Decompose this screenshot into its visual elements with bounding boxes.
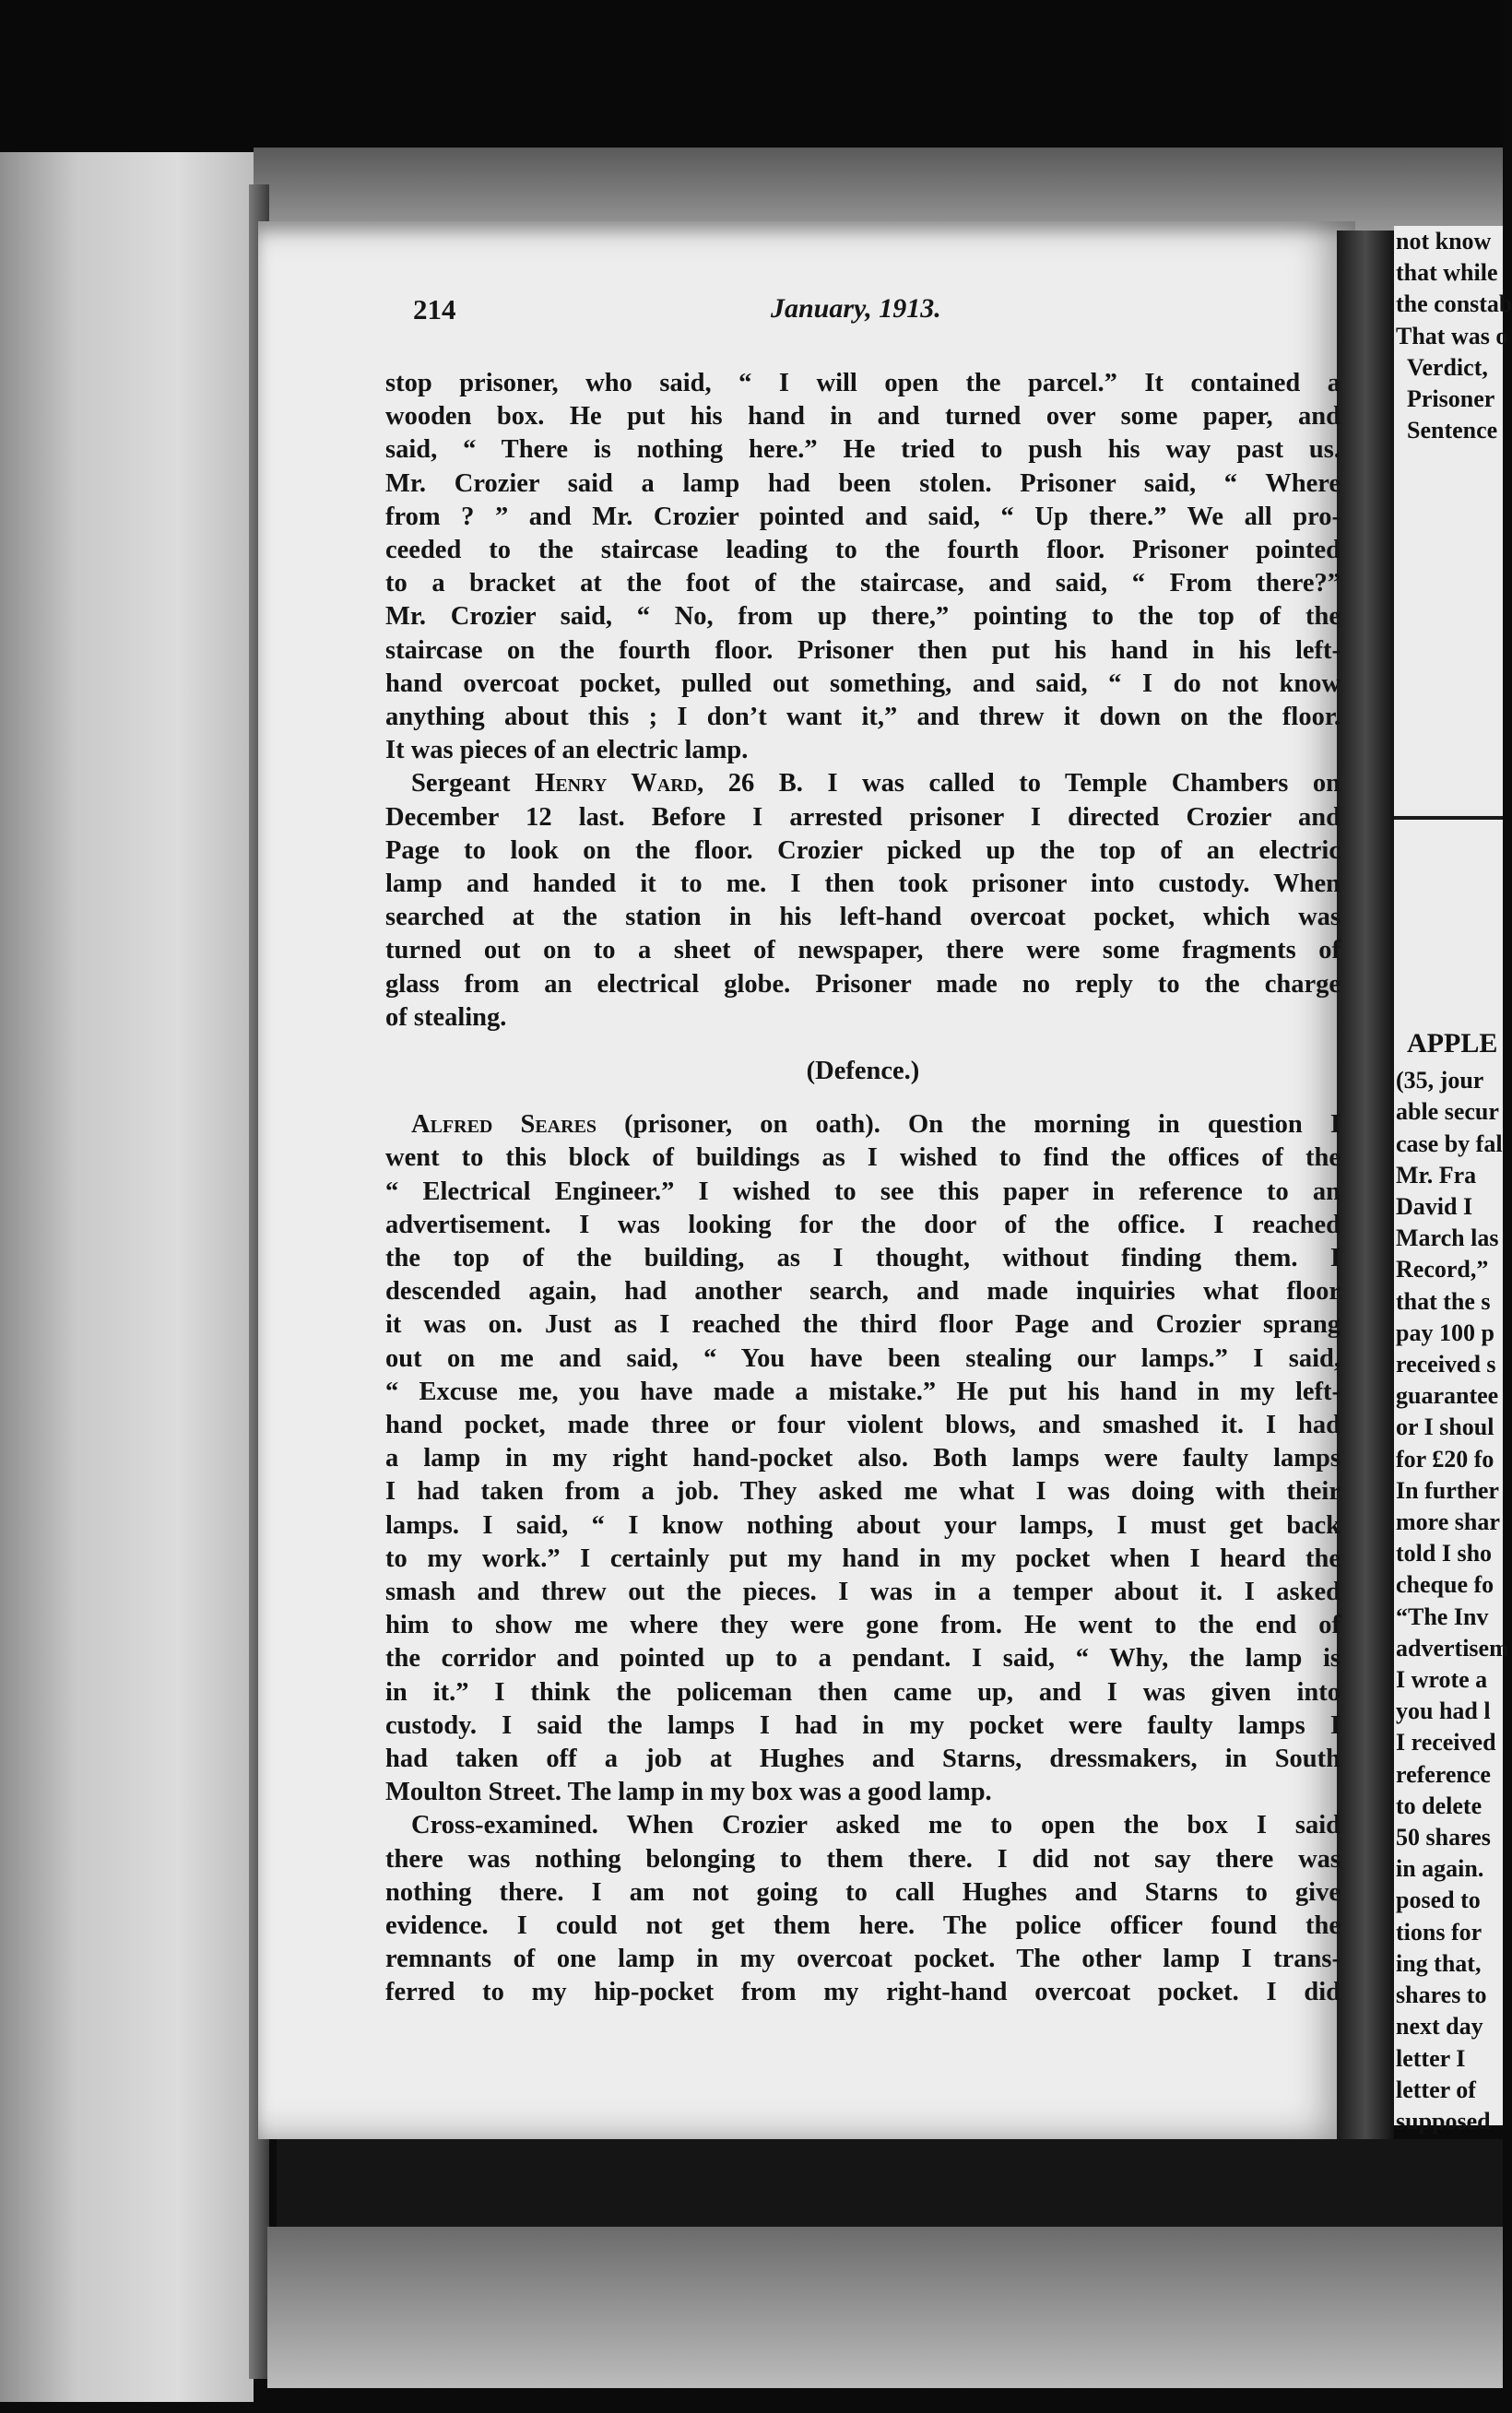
facing-page-line: cheque fo <box>1396 1571 1494 1599</box>
paragraph-2-line: lamp and handed it to me. I then took prisoner into custody. When <box>385 869 1341 898</box>
defendant-statement: (prisoner, on oath). On the morning in question I <box>597 1110 1341 1140</box>
facing-page-heading: APPLE <box>1407 1028 1498 1059</box>
facing-page-top-fragment <box>1394 226 1512 604</box>
facing-page-line: to delete <box>1396 1792 1482 1819</box>
facing-page-line: you had l <box>1396 1697 1491 1725</box>
paragraph-3-line <box>411 1108 1341 1141</box>
paragraph-3-line: him to show me where they were gone from. He went to the end of <box>385 1611 1341 1640</box>
facing-page-line: March las <box>1396 1224 1499 1252</box>
facing-page-line: more shar <box>1396 1508 1500 1536</box>
facing-page-line: In further <box>1396 1476 1499 1504</box>
book-spine <box>1337 231 1394 2167</box>
paragraph-3-line: the corridor and pointed up to a pendant. I said, “ Why, the lamp is <box>385 1644 1341 1674</box>
paragraph-1-line: said, “ There is nothing here.” He tried to push his way past us. <box>385 435 1341 465</box>
paragraph-4-line: ferred to my hip-pocket from my right-hand overcoat pocket. I did <box>385 1978 1341 2007</box>
facing-page-line: that the s <box>1396 1287 1491 1315</box>
facing-page-line: “The Inv <box>1396 1603 1489 1630</box>
defendant-name: Alfred Seares <box>411 1110 597 1140</box>
paragraph-1-line: anything about this ; I don’t want it,” and threw it down on the floor. <box>385 703 1341 731</box>
paragraph-4-line: evidence. I could not get them here. The police officer found the <box>385 1911 1341 1940</box>
paragraph-2-line: turned out on to a sheet of newspaper, there were some fragments of <box>385 936 1341 965</box>
facing-page-line: (35, jour <box>1396 1067 1484 1094</box>
facing-page-line: Prisoner <box>1407 385 1495 413</box>
facing-page-line: ing that, <box>1396 1949 1482 1977</box>
page-number: 214 <box>413 293 456 325</box>
facing-page-line: pay 100 p <box>1396 1319 1494 1346</box>
facing-page-line: in again. <box>1396 1855 1484 1883</box>
running-head-date: January, 1913. <box>771 293 941 324</box>
facing-page-line: posed to <box>1396 1887 1481 1914</box>
facing-page-line: tions for <box>1396 1918 1482 1946</box>
paragraph-1-line: to a bracket at the foot of the staircase, and said, “ From there?” <box>385 569 1341 598</box>
facing-page-line: for £20 fo <box>1396 1445 1494 1473</box>
facing-page-line: letter I <box>1396 2044 1466 2072</box>
paragraph-1-line: It was pieces of an electric lamp. <box>385 736 749 765</box>
paragraph-3-line: “ Electrical Engineer.” I wished to see this paper in reference to an <box>385 1177 1341 1206</box>
paragraph-1-line: hand overcoat pocket, pulled out something, and said, “ I do not know <box>385 668 1341 698</box>
paragraph-1-line: stop prisoner, who said, “ I will open the parcel.” It contained a <box>385 369 1341 397</box>
paragraph-3-line: had taken off a job at Hughes and Starns, dressmakers, in South <box>385 1745 1341 1773</box>
paragraph-4-line: nothing there. I am not going to call Hughes and Starns to give <box>385 1877 1341 1907</box>
facing-page-line: Record,” <box>1396 1256 1489 1283</box>
paragraph-1-line: staircase on the fourth floor. Prisoner then put his hand in his left- <box>385 635 1341 665</box>
facing-page-line: received s <box>1396 1351 1496 1378</box>
facing-page-line: or I shoul <box>1396 1413 1494 1441</box>
paragraph-2-line: searched at the station in his left-hand overcoat pocket, which was <box>385 903 1341 932</box>
paragraph-1-line: wooden box. He put his hand in and turned over some paper, and <box>385 402 1341 432</box>
facing-page-bottom-fragment <box>1394 1028 1509 2135</box>
paragraph-2-line: December 12 last. Before I arrested prisoner I directed Crozier and <box>385 802 1341 832</box>
facing-page-line: able secur <box>1396 1098 1499 1126</box>
witness-name: Henry Ward <box>535 769 698 798</box>
scan-bottom-margin <box>267 2227 1503 2388</box>
paragraph-3-line: advertisement. I was looking for the door of the office. I reached <box>385 1210 1341 1239</box>
facing-page-line: Verdict, <box>1407 353 1488 381</box>
paragraph-1-line: Mr. Crozier said a lamp had been stolen. Prisoner said, “ Where <box>385 468 1341 498</box>
facing-page-line: guarantee <box>1396 1382 1499 1410</box>
facing-page-line: 50 shares <box>1396 1824 1491 1851</box>
paragraph-3-line: custody. I said the lamps I had in my pocket were faulty lamps I <box>385 1710 1341 1740</box>
running-head <box>771 293 941 325</box>
paragraph-3-line: lamps. I said, “ I know nothing about your lamps, I must get back <box>385 1510 1341 1540</box>
paragraph-3-line: descended again, had another search, and made inquiries what floor <box>385 1277 1341 1307</box>
paragraph-1-line: Mr. Crozier said, “ No, from up there,” pointing to the top of the <box>385 602 1341 632</box>
scan-left-margin <box>0 152 254 2402</box>
facing-page-line: Sentence <box>1407 417 1498 444</box>
facing-page-line: told I sho <box>1396 1540 1493 1567</box>
facing-page-rule <box>1394 816 1503 820</box>
paragraph-3-line: “ Excuse me, you have made a mistake.” He put his hand in my left- <box>385 1377 1341 1406</box>
witness-statement: , 26 B. I was called to Temple Chambers on <box>697 769 1341 798</box>
paragraph-3-line: the top of the building, as I thought, without finding them. I <box>385 1244 1341 1272</box>
paragraph-3-line: smash and threw out the pieces. I was in a temper about it. I asked <box>385 1578 1341 1606</box>
paragraph-3-line: a lamp in my right hand-pocket also. Both lamps were faulty lamps <box>385 1444 1341 1473</box>
witness-title: Sergeant <box>411 769 536 798</box>
facing-page <box>1394 226 1512 2135</box>
paragraph-3-line: hand pocket, made three or four violent blows, and smashed it. I had <box>385 1411 1341 1439</box>
facing-page-line: I received <box>1396 1729 1496 1757</box>
paragraph-3-line: it was on. Just as I reached the third floor Page and Crozier sprang <box>385 1310 1341 1340</box>
paragraph-2-line: glass from an electrical globe. Prisoner made no reply to the charge <box>385 969 1341 999</box>
scan-bottom-shadow <box>277 2139 1503 2227</box>
facing-page-line: case by fal <box>1396 1130 1503 1157</box>
paragraph-3-line: went to this block of buildings as I wished to find the offices of the <box>385 1143 1341 1173</box>
scan-top-border <box>0 0 1503 152</box>
facing-page-line: supposed <box>1396 2107 1491 2135</box>
facing-page-line: I wrote a <box>1396 1666 1488 1694</box>
paragraph-1-line: ceeded to the staircase leading to the fourth floor. Prisoner pointed <box>385 536 1341 564</box>
paragraph-3-line: to my work.” I certainly put my hand in my pocket when I heard the <box>385 1544 1341 1573</box>
paragraph-2-line <box>411 767 1341 800</box>
paragraph-3-line: out on me and said, “ You have been stealing our lamps.” I said, <box>385 1343 1341 1373</box>
facing-page-line: that while <box>1396 259 1498 287</box>
facing-page-line: reference <box>1396 1760 1491 1788</box>
paragraph-4-line: there was nothing belonging to them there. I did not say there was <box>385 1844 1341 1874</box>
paragraph-3-line: in it.” I think the policeman then came up, and I was given into <box>385 1677 1341 1707</box>
paragraph-1-line: from ? ” and Mr. Crozier pointed and said, “ Up there.” We all pro- <box>385 502 1341 531</box>
facing-page-line: shares to <box>1396 1981 1487 2009</box>
facing-page-line: Mr. Fra <box>1396 1161 1477 1189</box>
paragraph-3-line: Moulton Street. The lamp in my box was a good lamp. <box>385 1778 992 1807</box>
page-header <box>413 293 1335 337</box>
paragraph-3-line: I had taken from a job. They asked me what I was doing with their <box>385 1477 1341 1507</box>
paragraph-2-line: Page to look on the floor. Crozier picked up the top of an electric <box>385 835 1341 865</box>
defence-heading: (Defence.) <box>806 1057 920 1085</box>
facing-page-line: not know <box>1396 228 1492 254</box>
facing-page-line: David I <box>1396 1193 1473 1221</box>
paragraph-4-line: Cross-examined. When Crozier asked me to open the box I said <box>411 1811 1341 1840</box>
facing-page-line: next day <box>1396 2013 1483 2040</box>
facing-page-line: That was o <box>1396 322 1508 349</box>
paragraph-4-line: remnants of one lamp in my overcoat pocket. The other lamp I trans- <box>385 1945 1341 1974</box>
facing-page-line: advertisem <box>1396 1634 1509 1662</box>
paragraph-2-line: of stealing. <box>385 1002 507 1032</box>
facing-page-line: letter of <box>1396 2076 1476 2103</box>
facing-page-line: the constab <box>1396 290 1512 318</box>
